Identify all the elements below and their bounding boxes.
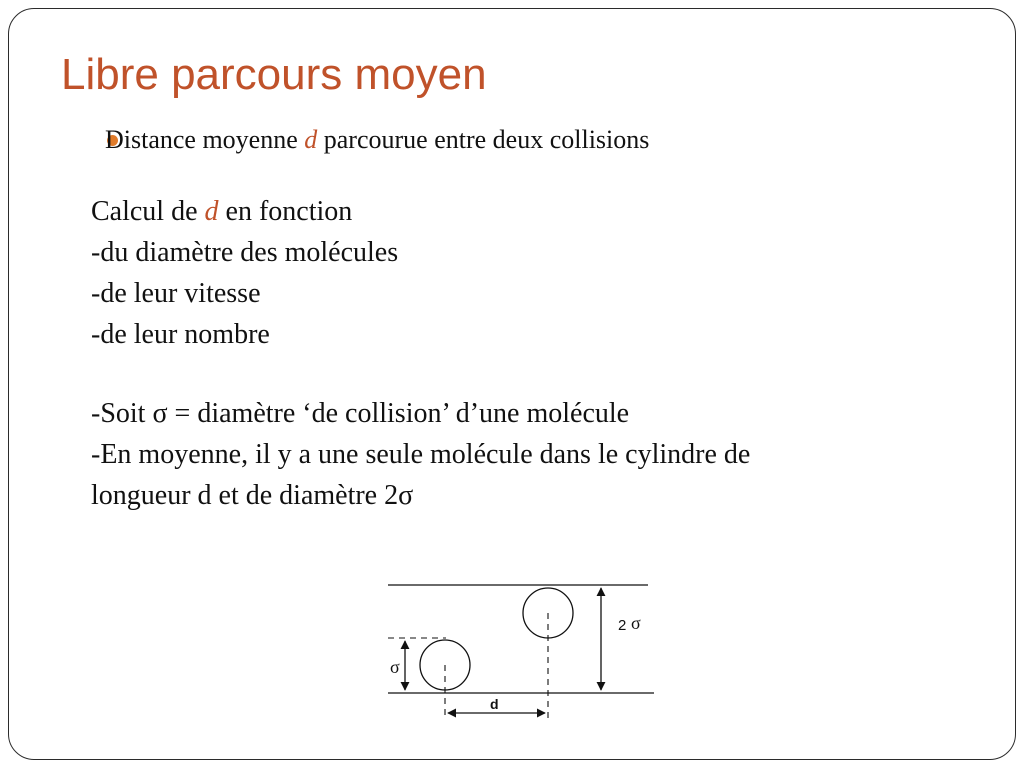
bullet-symbol-d: d (304, 125, 318, 154)
sigma-label: σ (390, 657, 400, 677)
hypothesis-sigma: -Soit σ = diamètre ‘de collision’ d’une molécule (91, 398, 630, 429)
slide-title: Libre parcours moyen (61, 50, 487, 99)
hypothesis-cylinder: -En moyenne, il y a une seule molécule dans le cylindre de (91, 439, 751, 470)
bullet-text (105, 119, 649, 161)
calc-item-diameter: -du diamètre des molécules (91, 237, 399, 268)
calculation-block (91, 191, 398, 355)
two-sigma-symbol-label: σ (631, 613, 641, 633)
bullet-text-after: parcourue entre deux collisions (317, 125, 650, 154)
calculation-heading (91, 191, 398, 232)
calc-heading-before: Calcul de (91, 196, 205, 227)
d-label: d (490, 696, 499, 712)
hypothesis-cylinder-continued: longueur d et de diamètre 2σ (91, 480, 414, 511)
calc-item-number: -de leur nombre (91, 319, 270, 350)
calc-item-speed: -de leur vitesse (91, 278, 261, 309)
calc-symbol-d: d (204, 196, 219, 227)
calc-heading-after: en fonction (218, 196, 353, 227)
two-sigma-number-label: 2 (618, 617, 627, 634)
bullet-text-before: Distance moyenne (105, 125, 305, 154)
collision-cylinder-diagram (378, 576, 658, 726)
hypotheses-block (91, 393, 750, 516)
